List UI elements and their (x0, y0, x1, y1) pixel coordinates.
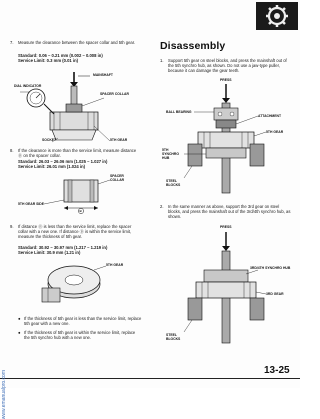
spec-service-limit: Service Limit: 26.01 mm (1.024 in) (18, 164, 86, 169)
step-text: Support 5th gear on steel blocks, and press the mainshaft out of the 5th synchro hub, as shown. Do not use a jaw-type puller, because it can damage the gear teeth. (168, 58, 287, 73)
bullet-text: If the thickness of 5th gear is within the service limit, replace the 5th synchro hub with a new one. (24, 330, 136, 340)
label-spacer-collar: SPACER COLLAR (100, 92, 129, 96)
spec-service-limit: Service Limit: 30.9 mm (1.21 in) (18, 250, 81, 255)
label-ball-bearing: BALL BEARING (166, 110, 192, 114)
bullet-icon: ● (18, 330, 21, 335)
label-5th-gear: 5TH GEAR (106, 263, 124, 267)
label-attachment: ATTACHMENT (258, 114, 282, 118)
label-dial-indicator: DIAL INDICATOR (14, 84, 42, 88)
label-socket: SOCKET (42, 138, 57, 142)
spec-standard: Standard: 0.06 – 0.21 mm (0.002 – 0.008 in) (18, 53, 103, 58)
section-title: Disassembly (160, 40, 226, 52)
spec-standard: Standard: 26.03 – 26.06 mm (1.025 – 1.027 in) (18, 159, 108, 164)
spec-service-limit: Service Limit: 0.3 mm (0.01 in) (18, 58, 79, 63)
spec-standard: Standard: 30.92 – 30.97 mm (1.217 – 1.219 in) (18, 245, 108, 250)
label-5th-gear-side: 5TH GEAR SIDE (18, 202, 44, 206)
watermark-link[interactable]: www.emanualpro.com (1, 370, 7, 419)
label-mainshaft: MAINSHAFT (93, 73, 113, 77)
bullet-text: If the thickness of 5th gear is less than the service limit, replace 5th gear with a new one. (24, 316, 142, 326)
label-press: PRESS (220, 78, 232, 82)
label-steel-blocks: STEEL BLOCKS (166, 333, 181, 341)
step-number: 9. (10, 224, 14, 229)
step-number: 7. (10, 40, 14, 45)
label-5th-gear: 5TH GEAR (110, 138, 128, 142)
label-5th-gear: 5TH GEAR (266, 130, 284, 134)
label-steel-blocks: STEEL BLOCKS (166, 179, 181, 187)
label-5th-synchro-hub: 5TH SYNCHRO HUB (162, 148, 179, 160)
step-number: 2. (160, 204, 164, 209)
label-press: PRESS (220, 225, 232, 229)
label-3rd-gear: 3RD GEAR (266, 292, 284, 296)
press-5th-synchro-figure (162, 78, 294, 198)
page-number: 13-25 (264, 365, 290, 376)
step-number: 1. (160, 58, 164, 63)
footer-divider (0, 378, 300, 379)
step-number: 8. (10, 148, 14, 153)
step-text: In the same manner as above, support the 3rd gear on steel blocks, and press the mainshaft out of the 3rd/4th synchro hub, as shown. (168, 204, 291, 219)
transmission-gear-icon (256, 2, 298, 30)
press-3rd-4th-synchro-figure (162, 222, 294, 352)
step-text: If the clearance is more than the service limit, measure distance Ⓑ on the spacer collar. (18, 148, 137, 158)
gear-thickness-figure (14, 258, 139, 310)
label-3rd-4th-synchro-hub: 3RD/4TH SYNCHRO HUB (250, 266, 291, 270)
spacer-collar-figure (14, 172, 139, 216)
label-spacer-collar: SPACER COLLAR (110, 174, 125, 182)
bullet-icon: ● (18, 316, 21, 321)
step-text: Measure the clearance between the spacer collar and 5th gear. (18, 40, 136, 45)
step-text: If distance Ⓑ is less than the service limit, replace the spacer collar with a new one. If distance Ⓑ is within the service limit, measure the thickness of 5th gear. (18, 224, 132, 239)
clearance-measurement-figure (14, 64, 139, 144)
label-distance-b: B (79, 209, 82, 213)
